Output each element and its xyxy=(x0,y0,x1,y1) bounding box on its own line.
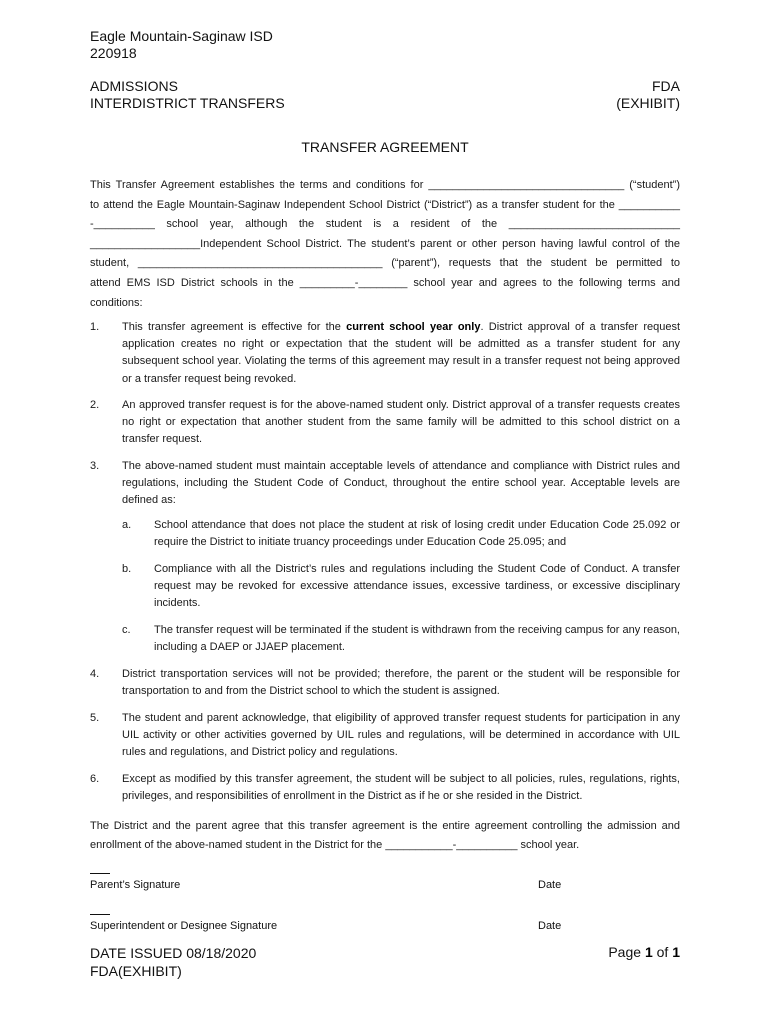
term-text: The above-named student must maintain acceptable levels of attendance and compliance with District rules and regulations, including the Student Code of Conduct, throughout the entire school year. Acceptable levels are defined as: xyxy=(122,460,680,507)
page-of: of xyxy=(652,944,673,960)
term-text: The student and parent acknowledge, that eligibility of approved transfer request students for participation in any UIL activity or other activities governed by UIL rules and regulations, will be determined in accordance with UIL rules and regulations, and District policy and regulations. xyxy=(122,712,680,759)
footer-issue-info xyxy=(90,944,256,980)
term-text-end: . District approval of a transfer request application creates no right or expectation that the student will be admitted as a transfer student for any subsequent school year. Violating the terms of this agreement may result in a transfer request not being approved or a transfer request being revoked. xyxy=(122,321,681,385)
sub-item-letter: a. xyxy=(122,519,132,531)
term-bold-phrase: current school year only xyxy=(346,321,481,333)
subsection-name: INTERDISTRICT TRANSFERS xyxy=(90,95,285,111)
parent-date-label: Date xyxy=(538,879,562,891)
sub-item-a xyxy=(122,517,680,551)
section-header xyxy=(90,78,285,112)
footer-exhibit: FDA(EXHIBIT) xyxy=(90,963,182,979)
parent-signature-label: Parent’s Signature xyxy=(90,879,181,891)
intro-line: __________________Independent School District. The student’s parent or other person having lawful control of the xyxy=(90,237,680,250)
sub-item-text: The transfer request will be terminated if the student is withdrawn from the receiving campus for any reason, including a DAEP or JJAEP placement. xyxy=(154,624,680,654)
sub-item-text: Compliance with all the District’s rules and regulations including the Student Code of Conduct. A transfer request may be revoked for excessive attendance issues, excessive tardiness, or excessive disciplinary incidents. xyxy=(154,563,680,610)
term-item-6 xyxy=(90,771,680,805)
intro-line: -__________ school year, although the student is a resident of the ____________________________ xyxy=(90,218,680,231)
sub-item-b xyxy=(122,561,680,613)
policy-type: (EXHIBIT) xyxy=(616,95,680,111)
term-text-start: This transfer agreement is effective for the xyxy=(122,321,347,333)
term-item-4 xyxy=(90,666,680,700)
closing-paragraph: The District and the parent agree that this transfer agreement is the entire agreement controlling the admission and enrollment of the above-named student in the District for the ___________-__________ school year. xyxy=(90,820,680,851)
section-name: ADMISSIONS xyxy=(90,78,178,94)
district-header xyxy=(90,28,273,62)
term-item-5 xyxy=(90,710,680,762)
district-name: Eagle Mountain-Saginaw ISD xyxy=(90,28,273,44)
term-text: District transportation services will not be provided; therefore, the parent or the student will be responsible for transportation to and from the District school to which the student is assigned. xyxy=(122,668,680,698)
intro-line: conditions: xyxy=(90,296,143,309)
policy-code: FDA xyxy=(652,78,680,94)
superintendent-signature-line[interactable] xyxy=(90,914,110,915)
page-number xyxy=(608,944,680,960)
term-item-3 xyxy=(90,458,680,510)
intro-paragraph xyxy=(90,176,680,313)
page-total: 1 xyxy=(672,944,680,960)
document-title: TRANSFER AGREEMENT xyxy=(301,139,469,155)
sub-item-letter: c. xyxy=(122,624,131,636)
term-number: 4. xyxy=(90,668,100,680)
sub-item-letter: b. xyxy=(122,563,132,575)
page-word: Page xyxy=(608,944,645,960)
sub-item-text: School attendance that does not place the student at risk of losing credit under Education Code 25.092 or require the District to initiate truancy proceedings under Education Code 25.095; and xyxy=(154,519,680,549)
intro-line: attend EMS ISD District schools in the _________-________ school year and agrees to the following terms and xyxy=(90,276,680,289)
page-current: 1 xyxy=(644,944,653,960)
policy-header xyxy=(616,78,680,112)
term-number: 3. xyxy=(90,460,100,472)
term-text: An approved transfer request is for the above-named student only. District approval of a transfer requests creates no right or expectation that another student from the same family will be admitted to this school district on a transfer request. xyxy=(122,399,680,446)
district-code: 220918 xyxy=(90,45,137,61)
term-number: 2. xyxy=(90,399,100,411)
superintendent-date-label: Date xyxy=(538,920,562,932)
intro-line: to attend the Eagle Mountain-Saginaw Independent School District (“District”) as a transfer student for the __________ xyxy=(90,198,680,211)
intro-line: student, ________________________________________ (“parent”), requests that the student be permitted to xyxy=(90,257,680,270)
term-text: Except as modified by this transfer agreement, the student will be subject to all policies, rules, regulations, rights, privileges, and responsibilities of enrollment in the District as if he or she resided in the District. xyxy=(122,773,680,803)
term-item-2 xyxy=(90,397,680,449)
term-item-1 xyxy=(90,319,680,388)
term-number: 1. xyxy=(90,321,100,333)
term-text xyxy=(122,319,680,388)
superintendent-signature-label: Superintendent or Designee Signature xyxy=(90,920,278,932)
date-issued: DATE ISSUED 08/18/2020 xyxy=(90,945,257,961)
sub-item-c xyxy=(122,622,680,656)
term-number: 6. xyxy=(90,773,100,785)
term-number: 5. xyxy=(90,712,100,724)
intro-line: This Transfer Agreement establishes the terms and conditions for ________________________________ (“student”) xyxy=(90,179,680,191)
parent-signature-line[interactable] xyxy=(90,873,110,874)
